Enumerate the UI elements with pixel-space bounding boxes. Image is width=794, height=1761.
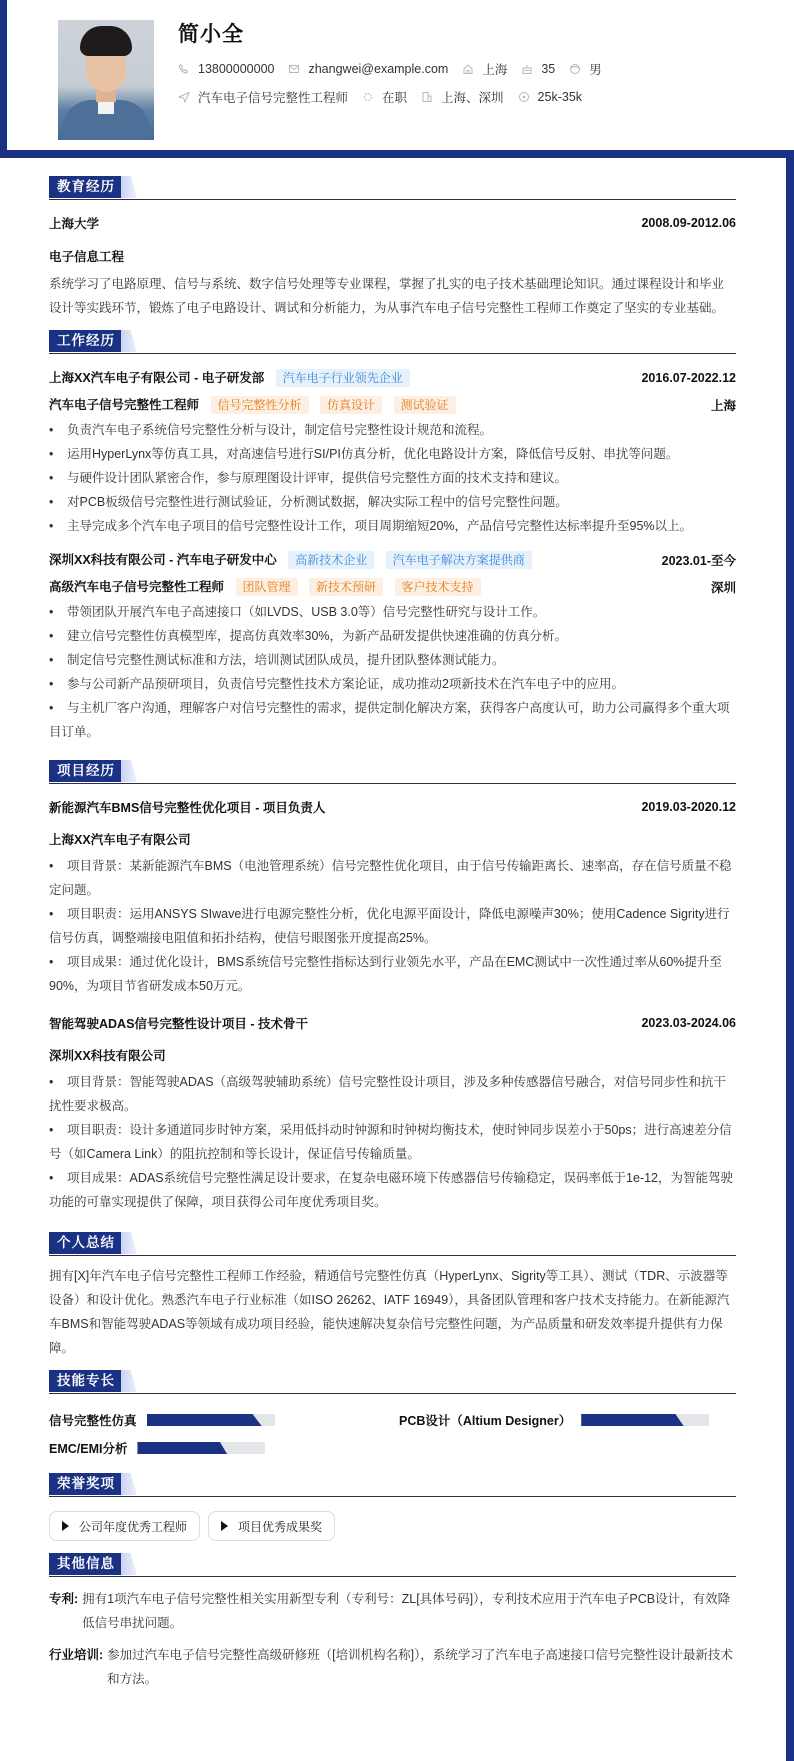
candidate-name: 简小全 xyxy=(178,23,244,46)
company-name: 上海XX汽车电子有限公司 - 电子研发部 xyxy=(49,371,265,385)
send-icon xyxy=(178,91,190,103)
email-item xyxy=(288,62,448,76)
list-item: • 制定信号完整性测试标准和方法，培训测试团队成员，提升团队整体测试能力。 xyxy=(49,653,505,667)
frame-bar-right xyxy=(786,150,794,1761)
section-header xyxy=(49,176,736,200)
summary-text: 拥有[X]年汽车电子信号完整性工程师工作经验，精通信号完整性仿真（HyperLynx、Sigrity等工具）、测试（TDR、示波器等设备）和设计优化。熟悉汽车电子行业标准（如ISO 26262、IATF 16949），具备团队管理和客户技术支持能力。在新能源汽车BMS和智能驾驶ADAS等领域有成功项目经验，能快速解决复杂信号完整性问题，为产品质量和研发效率提升提供有力保障。 xyxy=(49,1269,730,1355)
section-title: 个人总结 xyxy=(49,1232,123,1254)
status-item xyxy=(362,88,407,106)
gender-icon xyxy=(569,63,581,75)
work-bullets xyxy=(49,418,736,538)
honors-list xyxy=(49,1511,736,1541)
target-cities-item xyxy=(421,88,504,106)
gender-value: 男 xyxy=(589,63,602,77)
skill-bar-fill xyxy=(147,1414,262,1426)
company-name: 深圳XX科技有限公司 - 汽车电子研发中心 xyxy=(49,553,277,567)
section-header xyxy=(49,760,736,784)
section-header xyxy=(49,330,736,354)
list-item: • 与主机厂客户沟通，理解客户对信号完整性的需求，提供定制化解决方案，获得客户高度认可，助力公司赢得多个重大项目订单。 xyxy=(49,701,730,739)
list-item: • 项目职责：设计多通道同步时钟方案，采用低抖动时钟源和时钟树均衡技术，使时钟同步误差小于50ps；进行高速差分信号（如Camera Link）的阻抗控制和等长设计，保证信号传输质量。 xyxy=(49,1123,732,1161)
section-projects xyxy=(49,760,736,1214)
position-tag: 新技术预研 xyxy=(309,578,383,596)
list-item: • 项目成果：ADAS系统信号完整性满足设计要求，在复杂电磁环境下传感器信号传输稳定，误码率低于1e-12，为智能驾驶功能的可靠实现提供了保障，项目获得公司年度优秀项目奖。 xyxy=(49,1171,734,1209)
age-icon xyxy=(521,63,533,75)
work-date: 2016.07-2022.12 xyxy=(641,370,736,385)
company-tag: 高新技术企业 xyxy=(288,551,374,569)
section-work xyxy=(49,330,736,744)
job-intent-row xyxy=(178,88,596,106)
age-value: 35 xyxy=(541,62,556,76)
salary-value: 25k-35k xyxy=(537,90,583,104)
education-date: 2008.09-2012.06 xyxy=(641,216,736,230)
education-entry-header xyxy=(49,214,736,232)
skill-bar xyxy=(137,1442,265,1454)
work-date: 2023.01-至今 xyxy=(661,553,736,568)
work-city: 上海 xyxy=(710,398,736,413)
company-tag: 汽车电子解决方案提供商 xyxy=(386,551,532,569)
project-bullets xyxy=(49,854,736,998)
list-item: • 项目成果：通过优化设计，BMS系统信号完整性指标达到行业领先水平，产品在EMC测试中一次性通过率从60%提升至90%，为项目节省研发成本50万元。 xyxy=(49,955,722,993)
resume-body xyxy=(49,176,736,1691)
phone-icon xyxy=(178,63,190,75)
section-education xyxy=(49,176,736,320)
section-skills xyxy=(49,1370,736,1457)
status-icon xyxy=(362,91,374,103)
skill-bar xyxy=(581,1414,709,1426)
list-item: • 项目背景：智能驾驶ADAS（高级驾驶辅助系统）信号完整性设计项目，涉及多种传感器信号融合，对信号同步性和抗干扰性要求极高。 xyxy=(49,1075,727,1113)
skill-item: 信号完整性仿真 xyxy=(49,1411,399,1429)
honor-badge: 公司年度优秀工程师 xyxy=(49,1511,200,1541)
project-name: 智能驾驶ADAS信号完整性设计项目 - 技术骨干 xyxy=(49,1017,309,1031)
list-item: • 对PCB板级信号完整性进行测试验证，分析测试数据，解决实际工程中的信号完整性问题。 xyxy=(49,495,568,509)
skill-bar xyxy=(147,1414,275,1426)
salary-item xyxy=(518,90,582,104)
work-bullets xyxy=(49,600,736,744)
position-tag: 团队管理 xyxy=(236,578,298,596)
contact-row xyxy=(178,60,616,78)
list-item: • 带领团队开展汽车电子高速接口（如LVDS、USB 3.0等）信号完整性研究与设计工作。 xyxy=(49,605,546,619)
position-tag: 仿真设计 xyxy=(320,396,382,414)
school-name: 上海大学 xyxy=(49,217,100,231)
money-icon xyxy=(518,91,530,103)
other-item-training: 行业培训: 参加过汽车电子信号完整性高级研修班（[培训机构名称]），系统学习了汽车电子高速接口信号完整性设计最新技术和方法。 xyxy=(49,1648,733,1686)
section-header xyxy=(49,1370,736,1394)
project-date: 2023.03-2024.06 xyxy=(641,1016,736,1030)
section-title: 其他信息 xyxy=(49,1553,123,1575)
play-triangle-icon xyxy=(221,1521,228,1531)
project-date: 2019.03-2020.12 xyxy=(641,800,736,814)
list-item: • 项目背景：某新能源汽车BMS（电池管理系统）信号完整性优化项目，由于信号传输距离长、速率高，存在信号质量不稳定问题。 xyxy=(49,859,732,897)
honor-badge: 项目优秀成果奖 xyxy=(208,1511,335,1541)
phone-value: 13800000000 xyxy=(198,62,275,76)
skill-bar-fill xyxy=(137,1442,227,1454)
status-value: 在职 xyxy=(382,91,408,105)
resume-header xyxy=(0,0,794,150)
section-title: 教育经历 xyxy=(49,176,123,198)
education-description: 系统学习了电路原理、信号与系统、数字信号处理等专业课程，掌握了扎实的电子技术基础理论知识。通过课程设计和毕业设计等实践环节，锻炼了电子电路设计、调试和分析能力，为从事汽车电子信号完整性工程师工作奠定了坚实的专业基础。 xyxy=(49,277,725,315)
skill-bar-fill xyxy=(581,1414,683,1426)
list-item: • 主导完成多个汽车电子项目的信号完整性设计工作，项目周期缩短20%，产品信号完整性达标率提升至95%以上。 xyxy=(49,519,693,533)
company-tag: 汽车电子行业领先企业 xyxy=(276,369,410,387)
location-value: 上海 xyxy=(482,63,508,77)
mail-icon xyxy=(288,63,300,75)
position-title: 汽车电子信号完整性工程师 xyxy=(49,398,200,412)
section-title: 项目经历 xyxy=(49,760,123,782)
list-item: • 项目职责：运用ANSYS SIwave进行电源完整性分析，优化电源平面设计，降低电源噪声30%；使用Cadence Sigrity进行信号仿真，调整端接电阻值和拓扑结构，使信号眼图张开度提高25%。 xyxy=(49,907,730,945)
project-bullets xyxy=(49,1070,736,1214)
skill-item: EMC/EMI分析 xyxy=(49,1439,399,1457)
avatar-photo xyxy=(58,20,154,140)
list-item: • 参与公司新产品预研项目，负责信号完整性技术方案论证，成功推动2项新技术在汽车电子中的应用。 xyxy=(49,677,624,691)
section-title: 荣誉奖项 xyxy=(49,1473,123,1495)
list-item: • 运用HyperLynx等仿真工具，对高速信号进行SI/PI仿真分析，优化电路设计方案，降低信号反射、串扰等问题。 xyxy=(49,447,679,461)
project-company: 深圳XX科技有限公司 xyxy=(49,1049,166,1063)
project-entry xyxy=(49,1014,736,1214)
position-title: 高级汽车电子信号完整性工程师 xyxy=(49,580,225,594)
section-summary xyxy=(49,1232,736,1360)
target-position-value: 汽车电子信号完整性工程师 xyxy=(198,91,349,105)
section-title: 技能专长 xyxy=(49,1370,123,1392)
project-company: 上海XX汽车电子有限公司 xyxy=(49,833,191,847)
list-item: • 建立信号完整性仿真模型库，提高仿真效率30%，为新产品研发提供快速准确的仿真分析。 xyxy=(49,629,568,643)
list-item: • 负责汽车电子系统信号完整性分析与设计，制定信号完整性设计规范和流程。 xyxy=(49,423,493,437)
building-icon xyxy=(421,91,433,103)
position-tag: 测试验证 xyxy=(394,396,456,414)
skill-item: PCB设计（Altium Designer） xyxy=(399,1411,736,1429)
section-header xyxy=(49,1473,736,1497)
frame-bar-top xyxy=(0,150,794,158)
project-name: 新能源汽车BMS信号完整性优化项目 - 项目负责人 xyxy=(49,801,326,815)
section-other xyxy=(49,1553,736,1691)
other-item-patent: 专利: 拥有1项汽车电子信号完整性相关实用新型专利（专利号：ZL[具体号码]），专利技术应用于汽车电子PCB设计，有效降低信号串扰问题。 xyxy=(49,1592,731,1630)
section-header xyxy=(49,1553,736,1577)
work-entry xyxy=(49,550,736,744)
section-header xyxy=(49,1232,736,1256)
target-position-item xyxy=(178,88,348,106)
project-entry xyxy=(49,798,736,998)
target-cities-value: 上海、深圳 xyxy=(441,91,504,105)
section-honors xyxy=(49,1473,736,1541)
skills-grid xyxy=(49,1411,736,1457)
play-triangle-icon xyxy=(62,1521,69,1531)
phone-item xyxy=(178,62,274,76)
home-icon xyxy=(462,63,474,75)
work-entry xyxy=(49,368,736,538)
location-item xyxy=(462,60,507,78)
position-tag: 客户技术支持 xyxy=(395,578,481,596)
position-tag: 信号完整性分析 xyxy=(211,396,309,414)
section-title: 工作经历 xyxy=(49,330,123,352)
list-item: • 与硬件设计团队紧密合作，参与原理图设计评审，提供信号完整性方面的技术支持和建议。 xyxy=(49,471,568,485)
email-value: zhangwei@example.com xyxy=(308,62,449,76)
gender-item xyxy=(569,60,602,78)
major: 电子信息工程 xyxy=(49,250,125,264)
age-item xyxy=(521,62,555,76)
work-city: 深圳 xyxy=(710,580,736,595)
